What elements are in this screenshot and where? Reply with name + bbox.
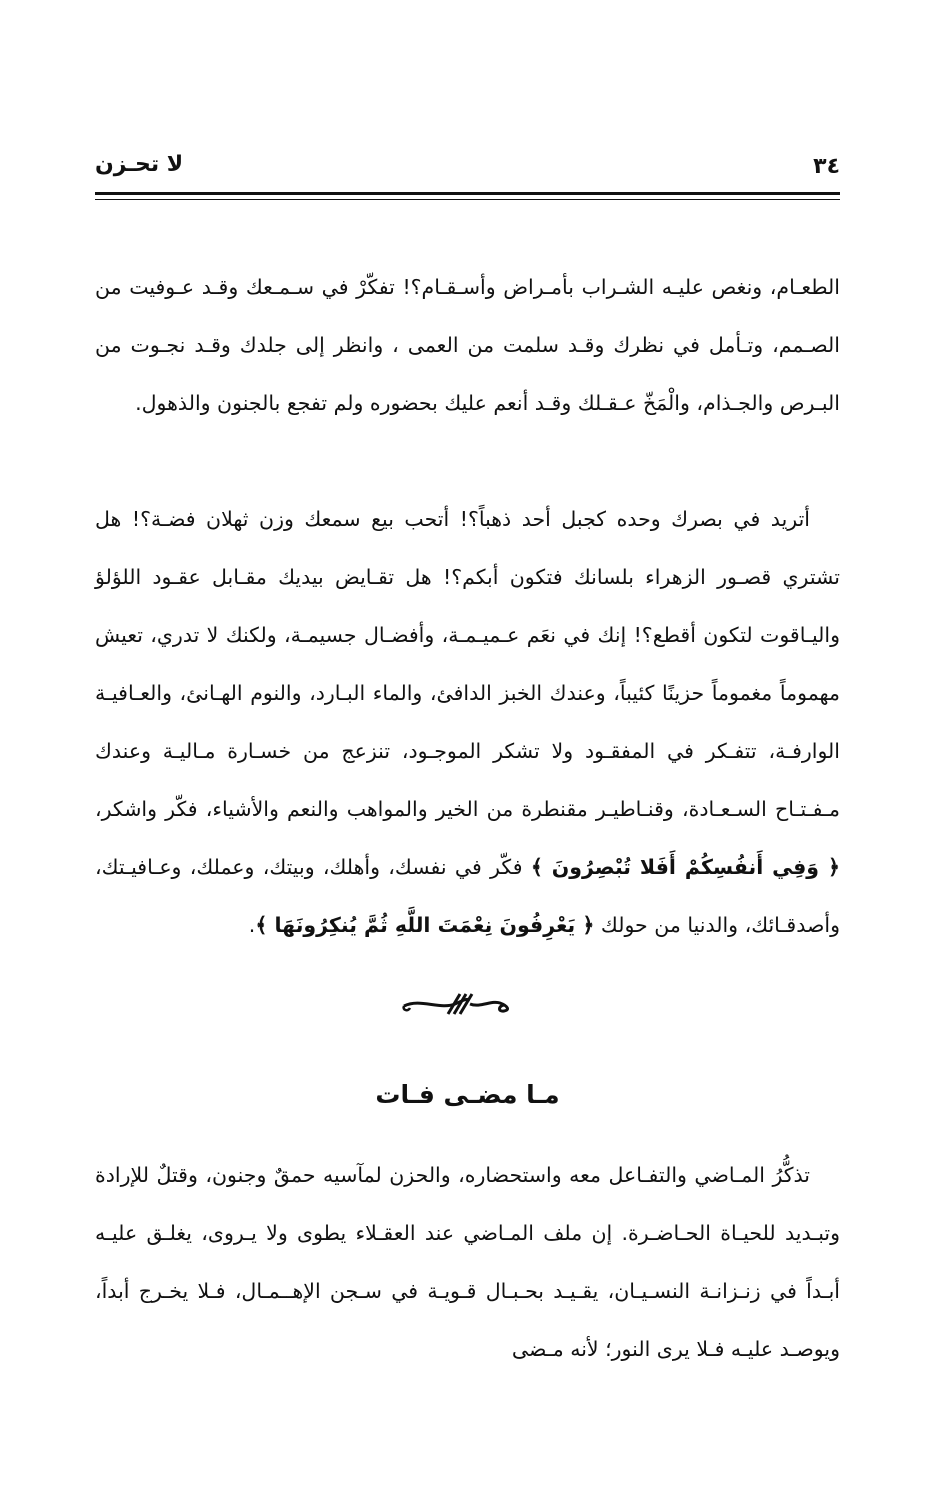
paragraph-1 <box>95 258 840 432</box>
decorative-flourish-icon <box>400 988 515 1020</box>
paragraph-2-body <box>95 490 840 954</box>
paragraph-3 <box>95 1146 840 1378</box>
paragraph-2 <box>95 490 840 954</box>
paragraph-2-text: أتريد في بصرك وحده كجبل أحد ذهباً؟! أتحب بيع سمعك وزن ثهلان فضـة؟! هل تشتري قصـور الزهراء بلسانك فتكون أبكم؟! هل تقـايض بيديك مقـابل عقـود اللؤلؤ واليـاقوت لتكون أقطع؟! إنك في نعَم عـميـمـة، وأفضـال جسيمـة، ولكنك لا تدري، تعيش مهموماً مغموماً حزينًا كئيباً، وعندك الخبز الدافئ، والماء البـارد، والنوم الهـانئ، والعـافيـة الوارفـة، تتفـكر في المفقـود ولا تشكر الموجـود، تنزعج من خسـارة مـاليـة وعندك مـفـتـاح السـعـادة، وقنـاطيـر مقنطرة من الخير والمواهب والنعم والأشياء، فكّر واشكر، <box>95 507 840 821</box>
running-title: لا تحـزن <box>95 152 184 177</box>
page-header <box>95 150 840 190</box>
paragraph-3-text: تذكُّرُ المـاضي والتفـاعل معه واستحضاره، والحزن لمآسيه حمقٌ وجنون، وقتلٌ للإرادة وتبـديد للحيـاة الحـاضـرة. إن ملف المـاضي عند العقـلاء يطوى ولا يـروى، يغلـق عليـه أبـداً في زنـزانـة النسـيـان، يقـيـد بحـبـال قـويـة في سـجن الإهــمـال، فـلا يخـرج أبداً، ويوصـد عليـه فـلا يرى النور؛ لأنه مـضى <box>95 1163 840 1361</box>
paragraph-2-text-end: . <box>248 913 256 937</box>
page-number: ٣٤ <box>813 154 840 179</box>
paragraph-1-text: الطعـام، ونغص عليـه الشـراب بأمـراض وأسـقـام؟! تفكّرْ في سـمـعك وقـد عـوفيت من الصـمم، وتـأمل في نظرك وقـد سلمت من العمى ، وانظر إلى جلدك وقـد نجـوت من البـرص والجـذام، والْمَخّ عـقـلك وقـد أنعم عليك بحضوره ولم تفجع بالجنون والذهول. <box>95 275 840 415</box>
header-rule-thick <box>95 192 840 195</box>
paragraph-2-text-mid: فكّر في نفسك، وأهلك، وبيتك، وعملك، وعـافيـتك، وأصدقـائك، والدنيا من حولك <box>95 855 840 937</box>
section-heading: مـا مضـى فـات <box>375 1080 560 1109</box>
quran-verse-2: ﴿ يَعْرِفُونَ نِعْمَتَ اللَّهِ ثُمَّ يُنكِرُونَهَا ﴾ <box>255 913 595 937</box>
quran-verse-1: ﴿ وَفِي أَنفُسِكُمْ أَفَلا تُبْصِرُونَ ﴾ <box>530 855 840 879</box>
header-rule-thin <box>95 199 840 200</box>
